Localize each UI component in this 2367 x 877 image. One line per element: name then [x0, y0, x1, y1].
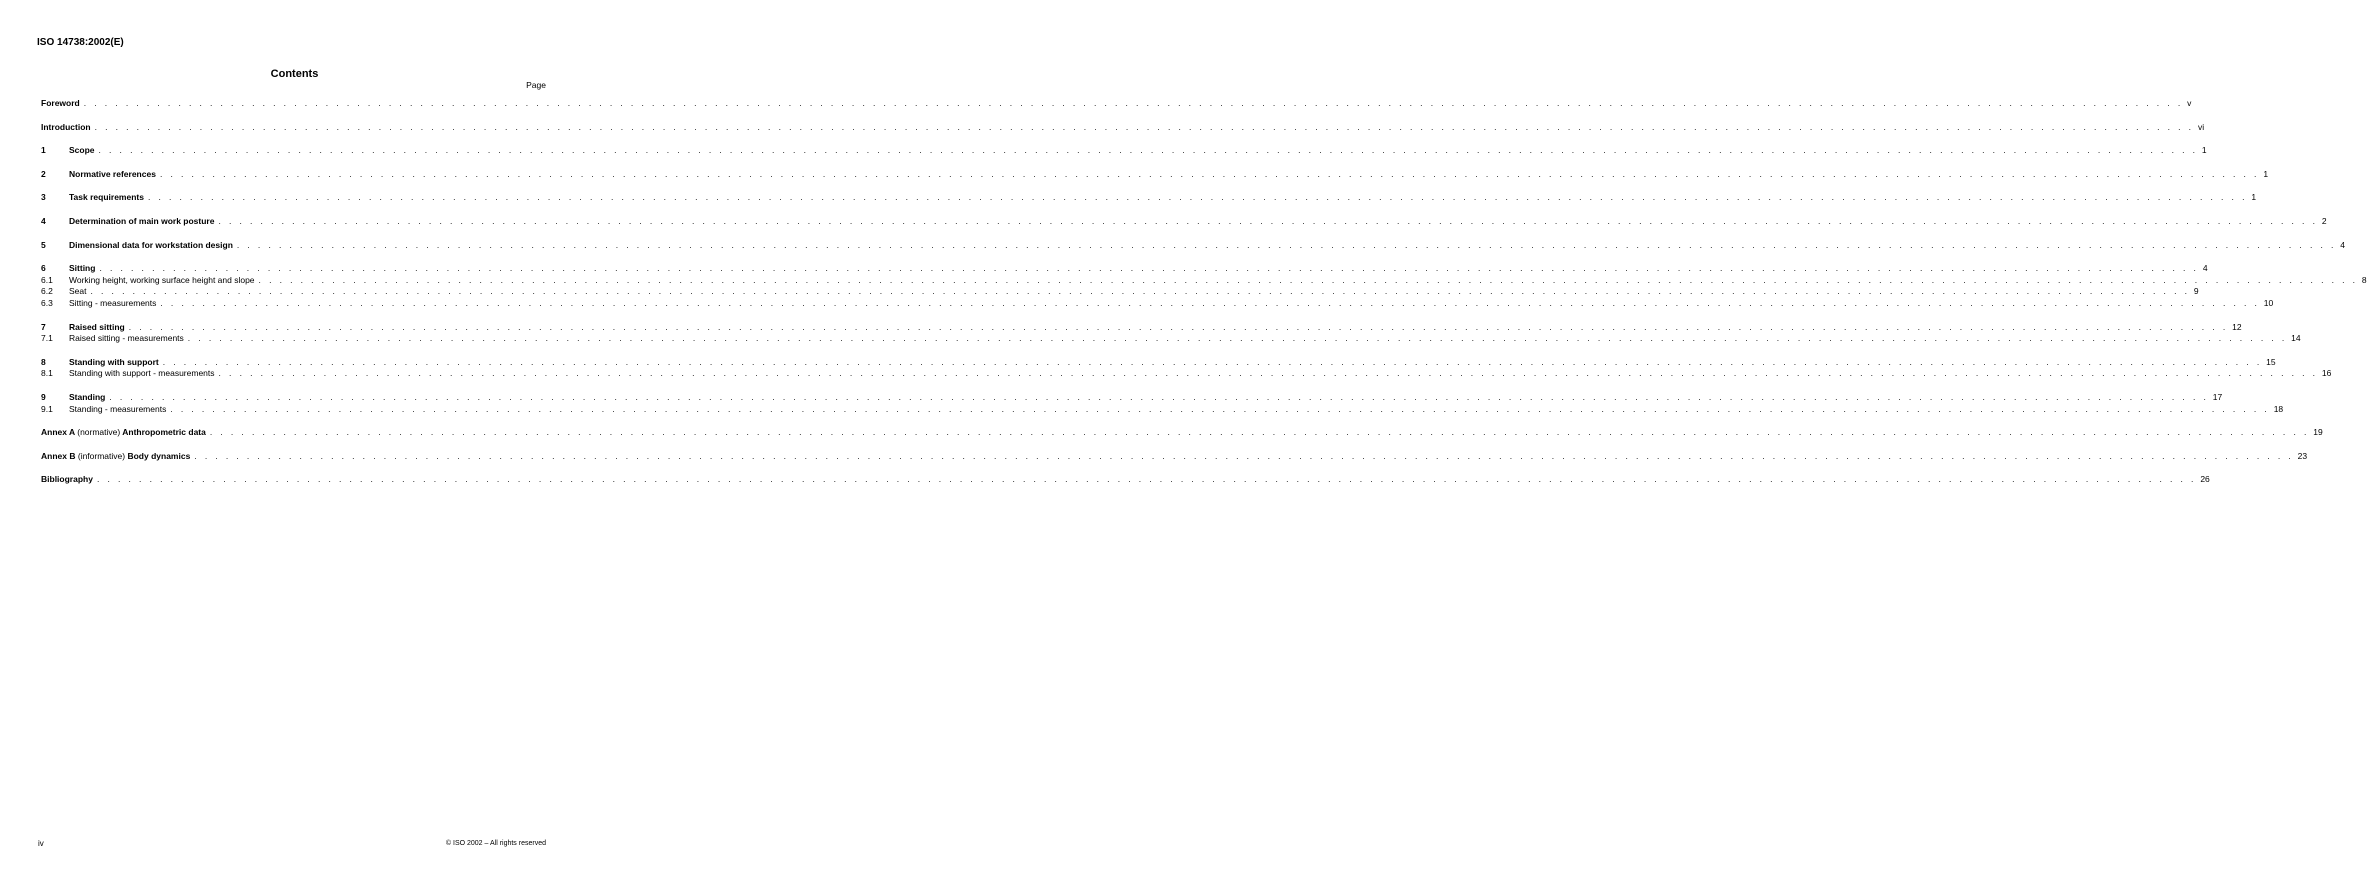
toc-entry-title: Sitting - measurements — [69, 297, 157, 308]
toc-entry-page: 4 — [2202, 263, 2208, 274]
toc-entry-page: 1 — [2263, 168, 2269, 179]
toc-entry-page: 10 — [2263, 297, 2274, 308]
toc-entry[interactable] — [41, 391, 2223, 404]
toc-entry-number: 8 — [41, 356, 46, 367]
toc-entry-number: 6.1 — [41, 274, 53, 285]
toc-entry[interactable] — [41, 356, 2276, 369]
toc-entry[interactable] — [41, 321, 2242, 334]
toc-entry-page: 4 — [2340, 239, 2345, 250]
footer-page-number: iv — [38, 839, 44, 848]
dot-leader: . . . . . . . . . . . . . . . . . . . . . . . . . . . . . . . . . . . . . . . . . . . . . . . . . . . . . . . . . . . . . . . . . . . . . . . . . . . . . . . . . . . . . . . . . . . . . . . . . . . . . . . . . . . . . . . . . . . . . . . . . . . . . . . . . . . . . . . . . . . . . . . . . . . . . . . . . . . . . . . . . . . . . . . . . . . . . . . . . . . . . . . . . . . . . . . . . . . . . . . . — [170, 403, 2270, 414]
toc-entry-number: 2 — [41, 168, 46, 179]
toc-entry-number: 9.1 — [41, 403, 53, 414]
dot-leader: . . . . . . . . . . . . . . . . . . . . . . . . . . . . . . . . . . . . . . . . . . . . . . . . . . . . . . . . . . . . . . . . . . . . . . . . . . . . . . . . . . . . . . . . . . . . . . . . . . . . . . . . . . . . . . . . . . . . . . . . . . . . . . . . . . . . . . . . . . . . . . . . . . . . . . . . . . . . . . . . . . . . . . . . . . . . . . . . . . . . . . . . . . . . . . . . . . . . . . . . — [99, 263, 2199, 274]
toc-entry[interactable] — [41, 168, 2269, 181]
toc-entry-page: 12 — [2232, 321, 2242, 332]
toc-gap — [41, 204, 546, 216]
toc-entry-title: Task requirements — [69, 192, 144, 203]
toc-gap — [41, 228, 546, 240]
toc-gap — [41, 251, 546, 263]
toc-entry-title: Foreword — [41, 98, 80, 108]
toc-entry-annex-b[interactable] — [41, 450, 2308, 463]
toc-entry-number: 6 — [41, 263, 46, 274]
toc-entry-number: 1 — [41, 145, 46, 156]
dot-leader: . . . . . . . . . . . . . . . . . . . . . . . . . . . . . . . . . . . . . . . . . . . . . . . . . . . . . . . . . . . . . . . . . . . . . . . . . . . . . . . . . . . . . . . . . . . . . . . . . . . . . . . . . . . . . . . . . . . . . . . . . . . . . . . . . . . . . . . . . . . . . . . . . . . . . . . . . . . . . . . . . . . . . . . . . . . . . . . . . . . . . . . . . . . . . . . . . . . . . . . . — [90, 286, 2190, 297]
dot-leader: . . . . . . . . . . . . . . . . . . . . . . . . . . . . . . . . . . . . . . . . . . . . . . . . . . . . . . . . . . . . . . . . . . . . . . . . . . . . . . . . . . . . . . . . . . . . . . . . . . . . . . . . . . . . . . . . . . . . . . . . . . . . . . . . . . . . . . . . . . . . . . . . . . . . . . . . . . . . . . . . . . . . . . . . . . . . . . . . . . . . . . . . . . . . . . . . . . . . . . . . — [194, 450, 2294, 461]
toc-gap — [41, 310, 546, 322]
dot-leader: . . . . . . . . . . . . . . . . . . . . . . . . . . . . . . . . . . . . . . . . . . . . . . . . . . . . . . . . . . . . . . . . . . . . . . . . . . . . . . . . . . . . . . . . . . . . . . . . . . . . . . . . . . . . . . . . . . . . . . . . . . . . . . . . . . . . . . . . . . . . . . . . . . . . . . . . . . . . . . . . . . . . . . . . . . . . . . . . . . . . . . . . . . . . . . . . . . . . . . . . — [218, 215, 2318, 226]
dot-leader: . . . . . . . . . . . . . . . . . . . . . . . . . . . . . . . . . . . . . . . . . . . . . . . . . . . . . . . . . . . . . . . . . . . . . . . . . . . . . . . . . . . . . . . . . . . . . . . . . . . . . . . . . . . . . . . . . . . . . . . . . . . . . . . . . . . . . . . . . . . . . . . . . . . . . . . . . . . . . . . . . . . . . . . . . . . . . . . . . . . . . . . . . . . . . . . . . . . . . . . . — [147, 192, 2248, 203]
toc-entry-number: 9 — [41, 391, 46, 402]
dot-leader: . . . . . . . . . . . . . . . . . . . . . . . . . . . . . . . . . . . . . . . . . . . . . . . . . . . . . . . . . . . . . . . . . . . . . . . . . . . . . . . . . . . . . . . . . . . . . . . . . . . . . . . . . . . . . . . . . . . . . . . . . . . . . . . . . . . . . . . . . . . . . . . . . . . . . . . . . . . . . . . . . . . . . . . . . . . . . . . . . . . . . . . . . . . . . . . . . . . . . . . . — [209, 427, 2310, 438]
dot-leader: . . . . . . . . . . . . . . . . . . . . . . . . . . . . . . . . . . . . . . . . . . . . . . . . . . . . . . . . . . . . . . . . . . . . . . . . . . . . . . . . . . . . . . . . . . . . . . . . . . . . . . . . . . . . . . . . . . . . . . . . . . . . . . . . . . . . . . . . . . . . . . . . . . . . . . . . . . . . . . . . . . . . . . . . . . . . . . . . . . . . . . . . . . . . . . . . . . . . . . . . — [162, 356, 2263, 367]
toc-entry[interactable] — [41, 403, 2284, 416]
toc-entry-title: Dimensional data for workstation design — [69, 239, 233, 250]
toc-entry-bibliography[interactable] — [41, 474, 2210, 486]
toc-gap — [41, 462, 546, 474]
dot-leader: . . . . . . . . . . . . . . . . . . . . . . . . . . . . . . . . . . . . . . . . . . . . . . . . . . . . . . . . . . . . . . . . . . . . . . . . . . . . . . . . . . . . . . . . . . . . . . . . . . . . . . . . . . . . . . . . . . . . . . . . . . . . . . . . . . . . . . . . . . . . . . . . . . . . . . . . . . . . . . . . . . . . . . . . . . . . . . . . . . . . . . . . . . . . . . . . . . . . . . . . — [159, 168, 2260, 179]
annex-title: Anthropometric data — [122, 427, 206, 438]
dot-leader: . . . . . . . . . . . . . . . . . . . . . . . . . . . . . . . . . . . . . . . . . . . . . . . . . . . . . . . . . . . . . . . . . . . . . . . . . . . . . . . . . . . . . . . . . . . . . . . . . . . . . . . . . . . . . . . . . . . . . . . . . . . . . . . . . . . . . . . . . . . . . . . . . . . . . . . . . . . . . . . . . . . . . . . . . . . . . . . . . . . . . . . . . . . . . . . . . . . . . . . . — [187, 333, 2288, 344]
toc-entry-number: 3 — [41, 192, 46, 203]
contents-title: Contents — [270, 68, 319, 80]
toc-entry[interactable] — [41, 215, 2327, 228]
toc-entry-page: 26 — [2200, 474, 2210, 485]
dot-leader: . . . . . . . . . . . . . . . . . . . . . . . . . . . . . . . . . . . . . . . . . . . . . . . . . . . . . . . . . . . . . . . . . . . . . . . . . . . . . . . . . . . . . . . . . . . . . . . . . . . . . . . . . . . . . . . . . . . . . . . . . . . . . . . . . . . . . . . . . . . . . . . . . . . . . . . . . . . . . . . . . . . . . . . . . . . . . . . . . . . . . . . . . . . . . . . . . . . . . . . . — [98, 145, 2198, 156]
toc-gap — [41, 110, 546, 122]
toc-entry-page: 17 — [2212, 391, 2223, 402]
toc-entry-page: 1 — [2251, 192, 2257, 203]
toc-entry-page: 8 — [2361, 274, 2367, 285]
toc-entry[interactable] — [41, 239, 2345, 252]
page-header: ISO 14738:2002(E) — [37, 37, 124, 48]
annex-label: Annex B — [41, 450, 76, 461]
toc-gap — [41, 157, 546, 169]
toc-entry-title: Raised sitting — [69, 321, 125, 332]
toc-entry-title: Standing with support — [69, 356, 159, 367]
dot-leader: . . . . . . . . . . . . . . . . . . . . . . . . . . . . . . . . . . . . . . . . . . . . . . . . . . . . . . . . . . . . . . . . . . . . . . . . . . . . . . . . . . . . . . . . . . . . . . . . . . . . . . . . . . . . . . . . . . . . . . . . . . . . . . . . . . . . . . . . . . . . . . . . . . . . . . . . . . . . . . . . . . . . . . . . . . . . . . . . . . . . . . . . . . . . . . . . . . . . . . . . — [109, 391, 2209, 402]
dot-leader: . . . . . . . . . . . . . . . . . . . . . . . . . . . . . . . . . . . . . . . . . . . . . . . . . . . . . . . . . . . . . . . . . . . . . . . . . . . . . . . . . . . . . . . . . . . . . . . . . . . . . . . . . . . . . . . . . . . . . . . . . . . . . . . . . . . . . . . . . . . . . . . . . . . . . . . . . . . . . . . . . . . . . . . . . . . . . . . . . . . . . . . . . . . . . . . . . . . . . . . . — [258, 274, 2358, 285]
toc-entry-title — [41, 427, 210, 439]
toc-entry-number: 7 — [41, 321, 46, 332]
toc-entry-page: v — [2187, 98, 2192, 108]
toc-entry-page: 15 — [2266, 356, 2276, 367]
toc-entry-page: 1 — [2201, 145, 2207, 156]
dot-leader: . . . . . . . . . . . . . . . . . . . . . . . . . . . . . . . . . . . . . . . . . . . . . . . . . . . . . . . . . . . . . . . . . . . . . . . . . . . . . . . . . . . . . . . . . . . . . . . . . . . . . . . . . . . . . . . . . . . . . . . . . . . . . . . . . . . . . . . . . . . . . . . . . . . . . . . . . . . . . . . . . . . . . . . . . . . . . . . . . . . . . . . . . . . . . . . . . . . . . . . . — [218, 368, 2318, 379]
footer-copyright: © ISO 2002 – All rights reserved — [445, 840, 546, 847]
toc-gap — [41, 415, 546, 427]
toc-entry[interactable] — [41, 192, 2257, 204]
toc-entry-page: 16 — [2321, 368, 2332, 379]
toc-entry[interactable] — [41, 145, 2207, 157]
toc-gap — [41, 133, 546, 145]
toc-entry-title: Determination of main work posture — [69, 215, 215, 226]
toc-gap — [41, 380, 546, 392]
toc-entry-number: 8.1 — [41, 368, 53, 379]
toc-entry-title: Normative references — [69, 168, 156, 179]
toc-entry-number: 4 — [41, 215, 46, 226]
toc-entry-title: Standing - measurements — [69, 403, 167, 414]
toc-entry-title: Raised sitting - measurements — [69, 333, 184, 344]
dot-leader: . . . . . . . . . . . . . . . . . . . . . . . . . . . . . . . . . . . . . . . . . . . . . . . . . . . . . . . . . . . . . . . . . . . . . . . . . . . . . . . . . . . . . . . . . . . . . . . . . . . . . . . . . . . . . . . . . . . . . . . . . . . . . . . . . . . . . . . . . . . . . . . . . . . . . . . . . . . . . . . . . . . . . . . . . . . . . . . . . . . . . . . . . . . . . . . . . . . . . . . . — [96, 474, 2197, 485]
toc-entry-page: 19 — [2313, 427, 2323, 438]
toc-entry[interactable] — [41, 368, 2332, 380]
toc-entry-annex-a[interactable] — [41, 427, 2323, 439]
toc-entry-title: Working height, working surface height and slope — [69, 274, 255, 285]
toc-entry-number: 6.3 — [41, 297, 53, 308]
annex-qualifier: (normative) — [77, 427, 121, 438]
toc-gap — [41, 180, 546, 192]
toc-entry[interactable] — [41, 333, 2301, 345]
dot-leader: . . . . . . . . . . . . . . . . . . . . . . . . . . . . . . . . . . . . . . . . . . . . . . . . . . . . . . . . . . . . . . . . . . . . . . . . . . . . . . . . . . . . . . . . . . . . . . . . . . . . . . . . . . . . . . . . . . . . . . . . . . . . . . . . . . . . . . . . . . . . . . . . . . . . . . . . . . . . . . . . . . . . . . . . . . . . . . . . . . . . . . . . . . . . . . . . . . . . . . . . — [83, 98, 2184, 108]
annex-label: Annex A — [41, 427, 75, 438]
toc-entry-title: Bibliography — [41, 474, 93, 485]
toc-entry[interactable] — [41, 297, 2274, 310]
dot-leader: . . . . . . . . . . . . . . . . . . . . . . . . . . . . . . . . . . . . . . . . . . . . . . . . . . . . . . . . . . . . . . . . . . . . . . . . . . . . . . . . . . . . . . . . . . . . . . . . . . . . . . . . . . . . . . . . . . . . . . . . . . . . . . . . . . . . . . . . . . . . . . . . . . . . . . . . . . . . . . . . . . . . . . . . . . . . . . . . . . . . . . . . . . . . . . . . . . . . . . . . — [160, 297, 2260, 308]
toc-entry-title: Scope — [69, 145, 95, 156]
toc-entry-page: 18 — [2273, 403, 2284, 414]
dot-leader: . . . . . . . . . . . . . . . . . . . . . . . . . . . . . . . . . . . . . . . . . . . . . . . . . . . . . . . . . . . . . . . . . . . . . . . . . . . . . . . . . . . . . . . . . . . . . . . . . . . . . . . . . . . . . . . . . . . . . . . . . . . . . . . . . . . . . . . . . . . . . . . . . . . . . . . . . . . . . . . . . . . . . . . . . . . . . . . . . . . . . . . . . . . . . . . . . . . . . . . . — [128, 321, 2229, 332]
annex-qualifier: (informative) — [77, 450, 126, 461]
toc-entry-title: Standing with support - measurements — [69, 368, 215, 379]
toc-entry-title — [41, 451, 194, 463]
toc-entry[interactable] — [41, 286, 2199, 298]
toc-entry-number: 7.1 — [41, 333, 53, 344]
toc-gap — [41, 439, 546, 451]
toc-entry-page: 2 — [2321, 215, 2327, 226]
annex-title: Body dynamics — [127, 450, 191, 461]
dot-leader: . . . . . . . . . . . . . . . . . . . . . . . . . . . . . . . . . . . . . . . . . . . . . . . . . . . . . . . . . . . . . . . . . . . . . . . . . . . . . . . . . . . . . . . . . . . . . . . . . . . . . . . . . . . . . . . . . . . . . . . . . . . . . . . . . . . . . . . . . . . . . . . . . . . . . . . . . . . . . . . . . . . . . . . . . . . . . . . . . . . . . . . . . . . . . . . . . . . . . . . . — [94, 121, 2194, 132]
toc-entry-title: Standing — [69, 391, 106, 402]
toc-entry[interactable] — [41, 274, 2367, 287]
page-column-label: Page — [526, 80, 546, 90]
toc-entry-page: 9 — [2193, 286, 2199, 297]
toc-gap — [41, 345, 546, 357]
toc-entry[interactable] — [41, 98, 2192, 110]
table-of-contents — [41, 98, 2367, 486]
toc-entry-number: 6.2 — [41, 286, 53, 297]
toc-entry-title: Sitting — [69, 263, 96, 274]
toc-entry-page: vi — [2197, 121, 2205, 132]
toc-entry[interactable] — [41, 121, 2205, 134]
toc-entry-page: 23 — [2297, 450, 2308, 461]
toc-entry[interactable] — [41, 263, 2208, 275]
toc-entry-title: Seat — [69, 286, 87, 297]
toc-entry-page: 14 — [2291, 333, 2301, 344]
dot-leader: . . . . . . . . . . . . . . . . . . . . . . . . . . . . . . . . . . . . . . . . . . . . . . . . . . . . . . . . . . . . . . . . . . . . . . . . . . . . . . . . . . . . . . . . . . . . . . . . . . . . . . . . . . . . . . . . . . . . . . . . . . . . . . . . . . . . . . . . . . . . . . . . . . . . . . . . . . . . . . . . . . . . . . . . . . . . . . . . . . . . . . . . . . . . . . . . . . . . . . . . — [236, 239, 2337, 250]
toc-entry-number: 5 — [41, 239, 46, 250]
toc-entry-title: Introduction — [41, 121, 91, 132]
